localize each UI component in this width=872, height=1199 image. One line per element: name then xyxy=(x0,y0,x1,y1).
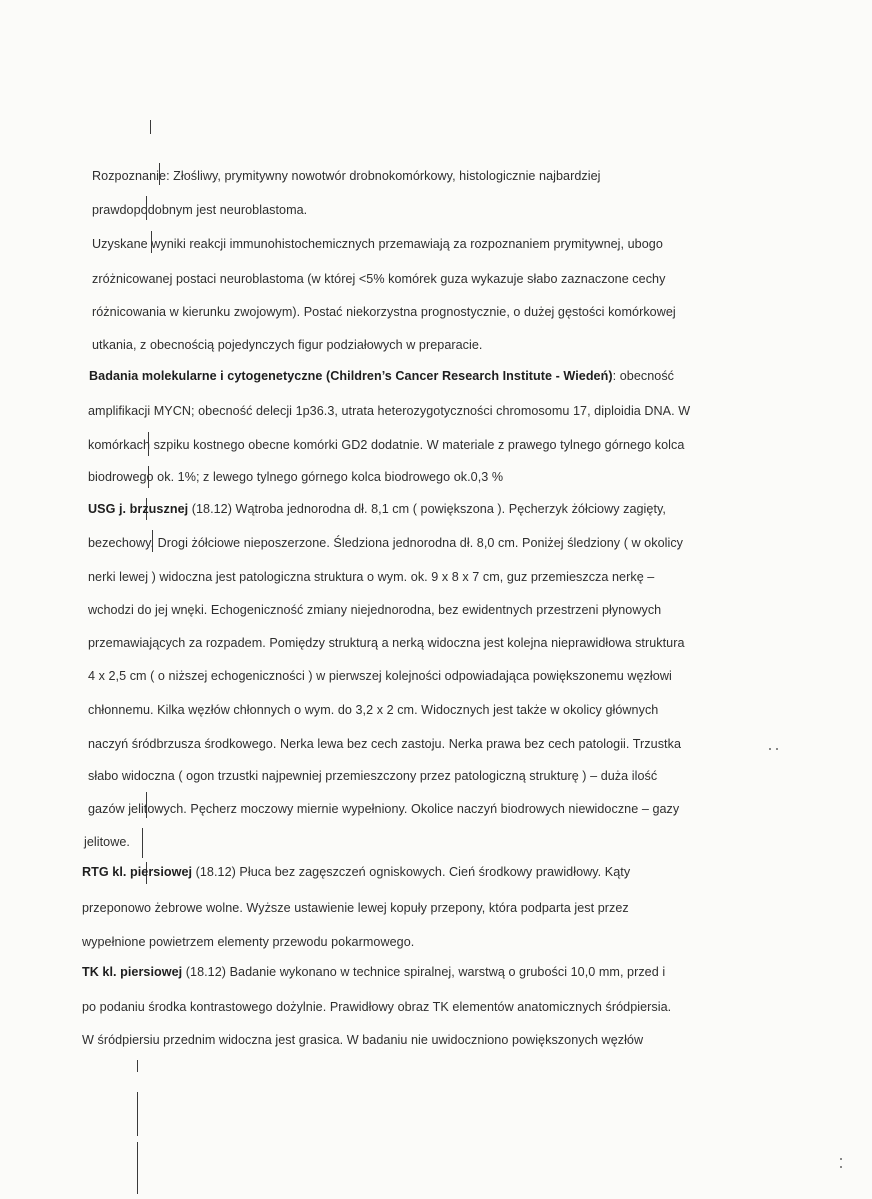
text-line: przemawiających za rozpadem. Pomiędzy strukturą a nerką widoczna jest kolejna nieprawidłowa struktura xyxy=(88,636,685,650)
text-line: bezechowy. Drogi żółciowe nieposzerzone. Śledziona jednorodna dł. 8,0 cm. Poniżej śledziony ( w okolicy xyxy=(88,536,684,550)
text-line: wypełnione powietrzem elementy przewodu pokarmowego. xyxy=(82,935,415,949)
text-line: biodrowego ok. 1%; z lewego tylnego górnego kolca biodrowego ok.0,3 % xyxy=(88,470,504,484)
text-line: chłonnemu. Kilka węzłów chłonnych o wym. do 3,2 x 2 cm. Widocznych jest także w okolicy głównych xyxy=(88,703,659,717)
scan-speck xyxy=(769,748,771,750)
text-line: przeponowo żebrowe wolne. Wyższe ustawienie lewej kopuły przepony, która podparta jest przez xyxy=(82,901,629,915)
scan-mark xyxy=(142,828,143,858)
text-line: 4 x 2,5 cm ( o niższej echogeniczności ) w pierwszej kolejności odpowiadająca powiększonemu węzłowi xyxy=(88,669,672,683)
text-line: po podaniu środka kontrastowego dożylnie. Prawidłowy obraz TK elementów anatomicznych śródpiersia. xyxy=(82,1000,672,1014)
text-line: USG j. brzusznej (18.12) Wątroba jednorodna dł. 8,1 cm ( powiększona ). Pęcherzyk żółciowy zagięty, xyxy=(88,502,666,516)
scan-mark xyxy=(150,120,151,134)
section-heading: Badania molekularne i cytogenetyczne (Children’s Cancer Research Institute - Wiedeń) xyxy=(89,369,613,383)
section-heading: RTG kl. piersiowej xyxy=(82,865,193,879)
scan-speck xyxy=(776,748,778,750)
scan-speck xyxy=(840,1166,842,1168)
text-line: różnicowania w kierunku zwojowym). Postać niekorzystna prognostycznie, o dużej gęstości komórkowej xyxy=(92,305,676,319)
text-line: amplifikacji MYCN; obecność delecji 1p36.3, utrata heterozygotyczności chromosomu 17, diploidia DNA. W xyxy=(88,404,691,418)
section-heading: USG j. brzusznej xyxy=(88,502,189,516)
text-line: naczyń śródbrzusza środkowego. Nerka lewa bez cech zastoju. Nerka prawa bez cech patologii. Trzustka xyxy=(88,737,681,751)
section-heading: TK kl. piersiowej xyxy=(82,965,183,979)
text-line: słabo widoczna ( ogon trzustki najpewniej przemieszczony przez patologiczną strukturę ) – duża ilość xyxy=(88,769,658,783)
text-line: zróżnicowanej postaci neuroblastoma (w której <5% komórek guza wykazuje słabo zaznaczone cechy xyxy=(92,272,666,286)
text-line: Badania molekularne i cytogenetyczne (Children’s Cancer Research Institute - Wiedeń): obecność xyxy=(89,369,675,383)
text-line: Uzyskane wyniki reakcji immunohistochemicznych przemawiają za rozpoznaniem prymitywnej, ubogo xyxy=(92,237,663,251)
text-line: prawdopodobnym jest neuroblastoma. xyxy=(92,203,308,217)
scan-mark xyxy=(137,1092,138,1136)
text-line: nerki lewej ) widoczna jest patologiczna struktura o wym. ok. 9 x 8 x 7 cm, guz przemieszcza nerkę – xyxy=(88,570,655,584)
text-line: W śródpiersiu przednim widoczna jest grasica. W badaniu nie uwidoczniono powiększonych węzłów xyxy=(82,1033,644,1047)
text-line: jelitowe. xyxy=(84,835,130,849)
text-line: komórkach szpiku kostnego obecne komórki GD2 dodatnie. W materiale z prawego tylnego górnego kolca xyxy=(88,438,685,452)
text-line: Rozpoznanie: Złośliwy, prymitywny nowotwór drobnokomórkowy, histologicznie najbardziej xyxy=(92,169,601,183)
text-line: TK kl. piersiowej (18.12) Badanie wykonano w technice spiralnej, warstwą o grubości 10,0 mm, przed i xyxy=(82,965,666,979)
text-line: utkania, z obecnością pojedynczych figur podziałowych w preparacie. xyxy=(92,338,483,352)
text-line: gazów jelitowych. Pęcherz moczowy miernie wypełniony. Okolice naczyń biodrowych niewidoczne – gazy xyxy=(88,802,680,816)
scan-mark xyxy=(137,1142,138,1194)
text-line: RTG kl. piersiowej (18.12) Płuca bez zagęszczeń ogniskowych. Cień środkowy prawidłowy. Kąty xyxy=(82,865,631,879)
scan-mark xyxy=(137,1060,138,1072)
scan-speck xyxy=(840,1158,842,1160)
text-line: wchodzi do jej wnęki. Echogeniczność zmiany niejednorodna, bez ewidentnych przestrzeni płynowych xyxy=(88,603,662,617)
